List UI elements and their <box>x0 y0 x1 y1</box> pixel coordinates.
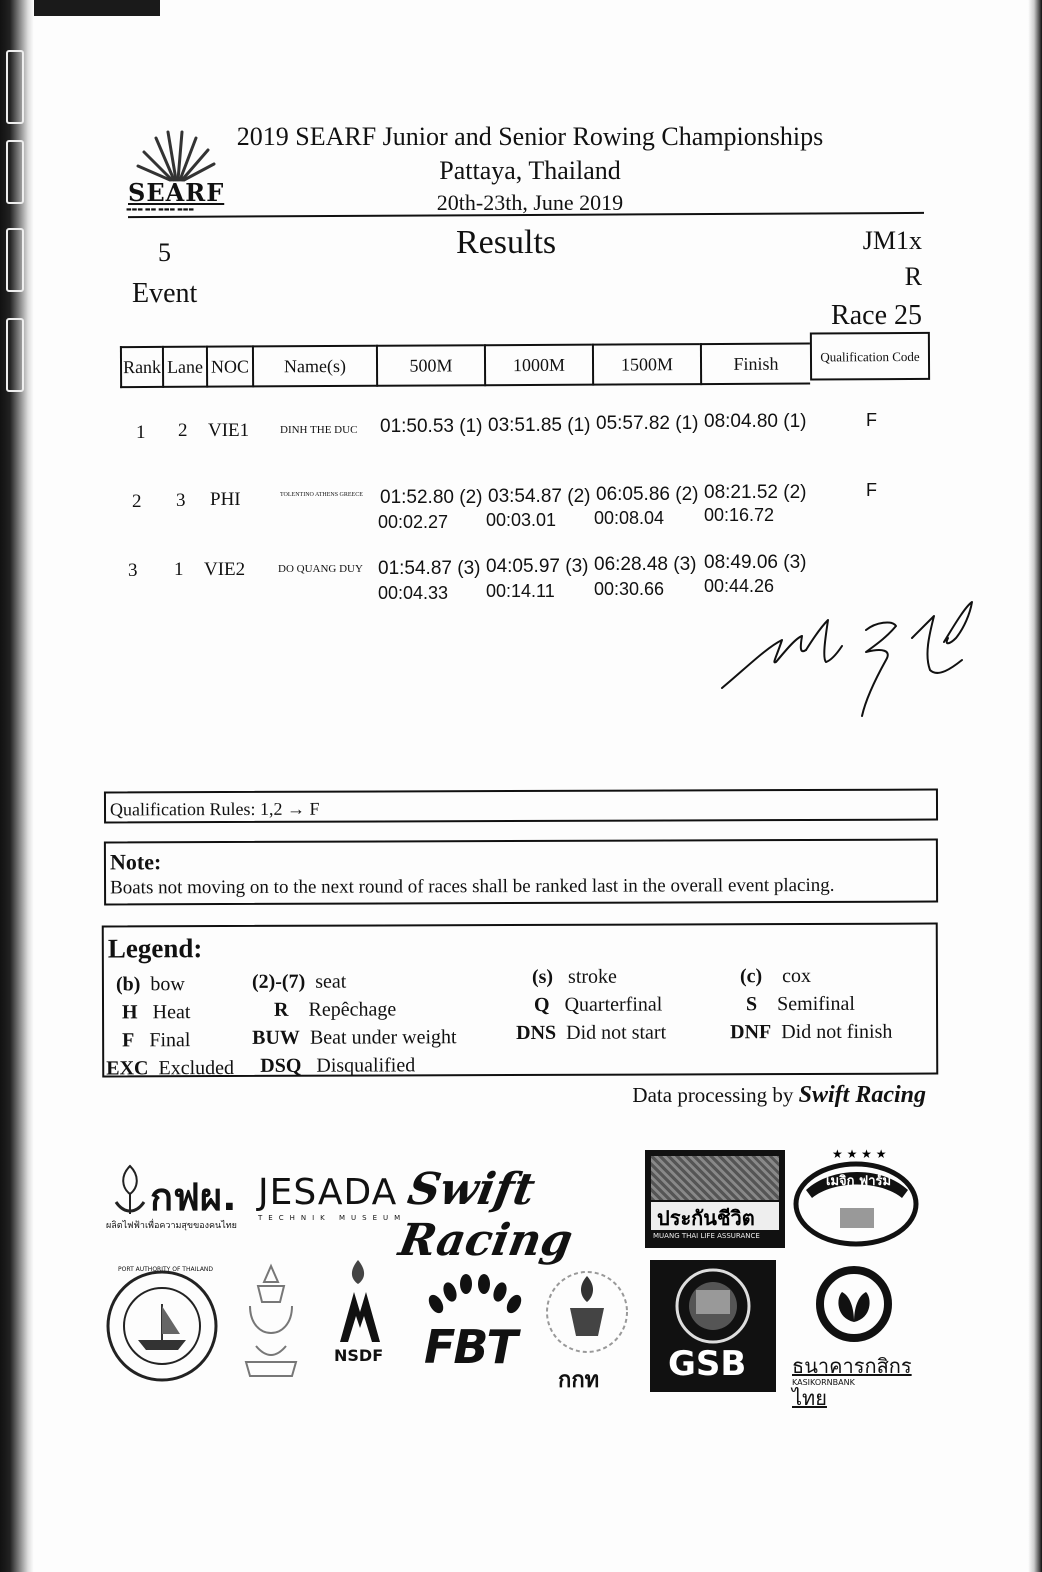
port-authority-text: PORT AUTHORITY OF THAILAND <box>118 1266 214 1273</box>
athlete-name: DINH THE DUC <box>280 424 358 436</box>
egat-logo <box>106 1160 252 1240</box>
jesada-text: JESADA <box>258 1172 398 1213</box>
swift-racing-logo <box>395 1160 644 1266</box>
lane: 3 <box>176 490 186 511</box>
finish-time: 08:04.80 (1) <box>704 411 807 432</box>
noc: VIE1 <box>208 420 250 441</box>
insurance-text: ประกันชีวิต <box>657 1206 755 1230</box>
noc: PHI <box>210 489 241 510</box>
col-finish: Finish <box>700 343 810 386</box>
legend-item: Q Quarterfinal <box>533 993 663 1016</box>
note-heading: Note: <box>109 849 162 875</box>
qualification-rules-text: Qualification Rules: 1,2 → F <box>109 798 320 820</box>
magic-farm-text: เมจิก ฟาร์ม <box>826 1174 892 1189</box>
results-table-header <box>120 332 930 388</box>
split-1500m: 05:57.82 (1) <box>596 413 699 434</box>
col-1000m: 1000M <box>484 344 592 387</box>
title-line-1: 2019 SEARF Junior and Senior Rowing Championships <box>236 122 824 151</box>
sat-logo <box>540 1262 634 1392</box>
kbank-subtext: KASIKORNBANK <box>792 1378 855 1387</box>
gap-1000m: 00:03.01 <box>486 510 557 530</box>
sunrise-icon <box>126 128 226 184</box>
swift-racing-text: Swift Racing <box>395 1164 577 1266</box>
col-names: Name(s) <box>252 345 376 388</box>
event-round: R <box>904 262 922 291</box>
athlete-name: TOLENTINO ATHENS GREECE <box>280 492 363 498</box>
legend-item: EXC Excluded <box>106 1056 235 1080</box>
legend-item: R Repêchage <box>273 998 397 1021</box>
split-500m: 01:52.80 (2) <box>380 487 483 508</box>
col-rank: Rank <box>120 346 162 388</box>
col-qualification: Qualification Code <box>810 332 930 381</box>
qualification-rules <box>104 789 938 824</box>
port-authority-seal-icon <box>104 1264 220 1388</box>
rank: 1 <box>136 422 146 443</box>
legend-item: (b) bow <box>115 973 185 996</box>
note-text: Boats not moving on to the next round of races shall be ranked last in the overall event placing. <box>110 874 835 899</box>
legend-item: F Final <box>122 1029 191 1052</box>
col-lane: Lane <box>162 346 206 388</box>
split-1000m: 04:05.97 (3) <box>486 556 589 577</box>
gsb-text: GSB <box>668 1344 747 1384</box>
insurance-subtext: MUANG THAI LIFE ASSURANCE <box>653 1232 760 1240</box>
col-1500m: 1500M <box>592 343 700 386</box>
nsdf-text: NSDF <box>334 1346 384 1365</box>
event-code: JM1x <box>862 226 922 255</box>
legend-item: DSQ Disqualified <box>260 1054 416 1077</box>
legend-item: (c) cox <box>739 964 812 988</box>
gap-finish: 00:44.26 <box>704 576 775 596</box>
gap-1500m: 00:08.04 <box>594 508 665 528</box>
egat-subtext: ผลิตไฟฟ้าเพื่อความสุขของคนไทย <box>106 1221 237 1231</box>
results-heading: Results <box>456 224 557 261</box>
scan-edge-left <box>0 0 34 1572</box>
split-1500m: 06:05.86 (2) <box>596 484 699 505</box>
nsdf-logo <box>318 1256 402 1380</box>
gap-1000m: 00:14.11 <box>486 581 555 601</box>
kasikornbank-logo <box>790 1264 922 1410</box>
jesada-subtext: TECHNIK MUSEUM <box>258 1214 407 1222</box>
signature-icon <box>716 598 986 718</box>
egat-text: กฟผ. <box>150 1175 237 1219</box>
data-processing-credit <box>632 1082 926 1109</box>
legend-heading: Legend: <box>107 933 203 964</box>
scan-edge-right <box>1028 0 1042 1572</box>
split-1500m: 06:28.48 (3) <box>594 554 697 575</box>
sat-emblem-icon <box>540 1262 634 1362</box>
event-number: 5 <box>158 238 171 267</box>
athlete-name: DO QUANG DUY <box>278 563 363 575</box>
legend-item: S Semifinal <box>745 992 855 1016</box>
gap-500m: 00:02.27 <box>378 512 449 532</box>
fbt-logo <box>422 1268 532 1378</box>
col-500m: 500M <box>376 344 484 387</box>
lane: 2 <box>178 420 188 441</box>
logo-subtext: ▬▬▬ ▬▬ ▬▬▬ ▬▬▬ <box>126 206 195 213</box>
table-row <box>120 482 930 542</box>
magic-farm-badge-icon <box>792 1146 924 1256</box>
jesada-logo <box>258 1172 408 1232</box>
searf-logo <box>126 128 236 218</box>
championship-title <box>230 120 830 218</box>
svg-text:★ ★ ★ ★: ★ ★ ★ ★ <box>832 1147 887 1161</box>
title-line-3: 20th-23th, June 2019 <box>436 190 624 215</box>
legend-item: BUW Beat under weight <box>252 1026 457 1049</box>
split-500m: 01:50.53 (1) <box>380 416 483 437</box>
nsdf-torch-icon <box>318 1256 402 1348</box>
qualification-code: F <box>866 480 877 500</box>
data-processing-brand: Swift Racing <box>798 1082 926 1108</box>
data-processing-prefix: Data processing by <box>632 1083 794 1107</box>
magic-farm-logo <box>792 1146 924 1256</box>
ministry-emblem-icon <box>236 1262 306 1380</box>
legend-item: H Heat <box>122 1001 191 1024</box>
table-row <box>120 410 930 470</box>
legend-box <box>102 923 939 1078</box>
legend-item: DNF Did not finish <box>730 1020 893 1044</box>
finish-time: 08:21.52 (2) <box>704 482 807 503</box>
split-500m: 01:54.87 (3) <box>378 558 481 579</box>
kbank-text: ธนาคารกสิกรไทย <box>792 1354 912 1410</box>
finish-time: 08:49.06 (3) <box>704 552 807 573</box>
gap-500m: 00:04.33 <box>378 583 449 603</box>
egat-emblem-icon <box>110 1162 150 1222</box>
col-noc: NOC <box>206 345 252 387</box>
split-1000m: 03:51.85 (1) <box>488 415 591 436</box>
rank: 3 <box>128 560 138 581</box>
qualification-code: F <box>866 410 877 430</box>
lane: 1 <box>174 559 184 580</box>
title-line-2: Pattaya, Thailand <box>439 156 621 185</box>
gap-finish: 00:16.72 <box>704 505 775 525</box>
legend-item: (2)-(7) seat <box>251 970 347 993</box>
port-authority-logo <box>104 1264 220 1388</box>
noc: VIE2 <box>204 559 246 580</box>
kbank-leaf-icon <box>790 1264 922 1344</box>
sat-text: กกท <box>558 1368 600 1393</box>
muang-thai-life-logo <box>645 1150 785 1248</box>
note-box <box>104 839 938 906</box>
event-label: Event <box>132 278 198 309</box>
legend-item: DNS Did not start <box>516 1021 667 1045</box>
gsb-logo <box>650 1260 776 1392</box>
split-1000m: 03:54.87 (2) <box>488 486 591 507</box>
gsb-emblem-icon <box>650 1260 776 1350</box>
rank: 2 <box>132 491 142 512</box>
legend-item: (s) stroke <box>531 965 617 988</box>
fbt-text: FBT <box>424 1320 516 1374</box>
race-number: Race 25 <box>831 300 922 331</box>
logo-text: SEARF <box>128 178 225 207</box>
laurel-icon <box>422 1268 532 1324</box>
gap-1500m: 00:30.66 <box>594 579 665 599</box>
